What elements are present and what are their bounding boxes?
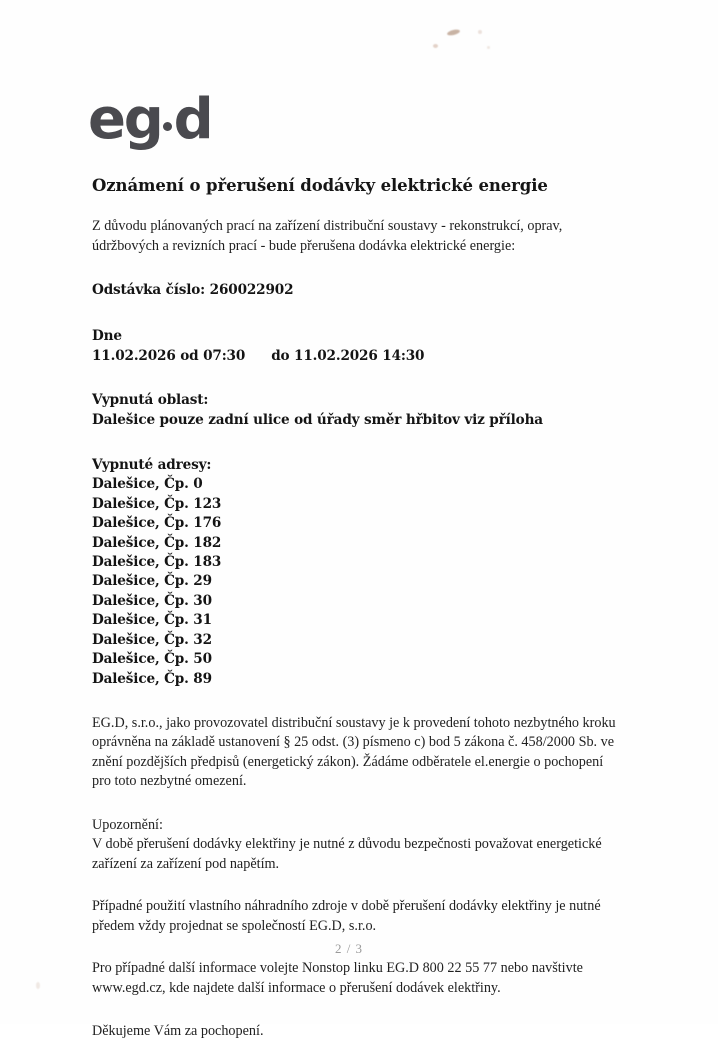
affected-addresses-block	[92, 456, 622, 689]
scan-artifact-speck	[433, 44, 438, 48]
contact-paragraph: Pro případné další informace volejte Nonstop linku EG.D 800 22 55 77 nebo navštivte www.egd.cz, kde najdete další informace o přerušení dodávek elektřiny.	[92, 960, 583, 996]
outage-number-label: Odstávka číslo:	[92, 282, 206, 298]
list-item: Dalešice, Čp. 50	[92, 651, 212, 668]
scan-artifact-speck	[487, 46, 490, 49]
date-from: 11.02.2026 od 07:30	[92, 347, 246, 364]
list-item: Dalešice, Čp. 32	[92, 631, 212, 648]
date-to: do 11.02.2026 14:30	[271, 347, 425, 364]
logo-text-before-dot: eg	[88, 87, 162, 152]
scan-artifact-speck	[478, 30, 482, 34]
page-title: Oznámení o přerušení dodávky elektrické energie	[92, 176, 548, 195]
document-body	[92, 176, 622, 1042]
list-item: Dalešice, Čp. 0	[92, 476, 203, 493]
outage-number-value: 260022902	[209, 282, 294, 298]
affected-area-block	[92, 391, 622, 430]
notice-text: V době přerušení dodávky elektřiny je nutné z důvodu bezpečnosti považovat energetické zařízení za zařízení pod napětím.	[92, 836, 602, 872]
affected-addresses-label: Vypnuté adresy:	[92, 457, 212, 474]
notice-block	[92, 816, 622, 875]
list-item: Dalešice, Čp. 182	[92, 534, 222, 551]
logo-dot-icon	[163, 122, 172, 131]
legal-paragraph: EG.D, s.r.o., jako provozovatel distribuční soustavy je k provedení tohoto nezbytného kroku oprávněna na základě ustanovení § 25 odst. (3) písmeno c) bod 5 zákona č. 458/2000 Sb. ve znění pozdějších předpisů (energetický zákon). Žádáme odběratele el.energie o pochopení pro toto nezbytné omezení.	[92, 714, 616, 790]
outage-number-line	[92, 281, 622, 300]
affected-addresses-list	[92, 475, 622, 688]
affected-area-label: Vypnutá oblast:	[92, 392, 209, 409]
date-range-line	[92, 347, 622, 366]
outage-date-block	[92, 327, 622, 366]
scan-artifact-speck	[447, 29, 461, 37]
closing-thanks: Děkujeme Vám za pochopení.	[92, 1023, 264, 1040]
list-item: Dalešice, Čp. 30	[92, 592, 212, 609]
egd-logo	[88, 87, 212, 152]
list-item: Dalešice, Čp. 176	[92, 515, 222, 532]
list-item: Dalešice, Čp. 31	[92, 612, 212, 629]
scan-artifact-speck	[36, 982, 40, 989]
page-number: 2 / 3	[334, 941, 364, 956]
date-label: Dne	[92, 328, 122, 345]
list-item: Dalešice, Čp. 123	[92, 495, 222, 512]
notice-label: Upozornění:	[92, 816, 163, 833]
list-item: Dalešice, Čp. 29	[92, 573, 212, 590]
backup-generator-paragraph: Případné použití vlastního náhradního zdroje v době přerušení dodávky elektřiny je nutné předem vždy projednat se společností EG.D, s.r.o.	[92, 898, 601, 934]
list-item: Dalešice, Čp. 183	[92, 554, 222, 571]
affected-area-value: Dalešice pouze zadní ulice od úřady směr hřbitov viz příloha	[92, 411, 543, 428]
intro-paragraph: Z důvodu plánovaných prací na zařízení distribuční soustavy - rekonstrukcí, oprav, údržbových a revizních prací - bude přerušena dodávka elektrické energie:	[92, 218, 563, 254]
list-item: Dalešice, Čp. 89	[92, 670, 212, 687]
logo-text-after-dot: d	[173, 87, 212, 152]
